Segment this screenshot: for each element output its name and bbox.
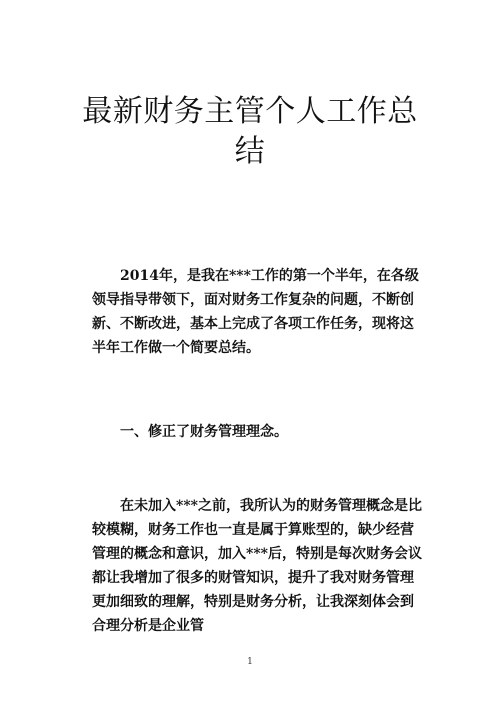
paragraph-section-1: 在未加入***之前，我所认为的财务管理概念是比较模糊，财务工作也一直是属于算账型的，缺少经营管理的概念和意识，加入***后，特别是每次财务会议都让我增加了很多的财管知识，提升了我对财务管理更加细致的理解，特别是财务分析，让我深刻体会到合理分析是企业管 — [92, 498, 422, 634]
paragraph-intro: 2014年，是我在***工作的第一个半年，在各级领导指导带领下，面对财务工作复杂的问题，不断创新、不断改进，基本上完成了各项工作任务，现将这半年工作做一个简要总结。 — [92, 268, 419, 356]
section-heading-1: 一、修正了财务管理理念。 — [120, 424, 288, 440]
page-number: 1 — [247, 657, 253, 667]
document-title: 最新财务主管个人工作总结 — [82, 94, 418, 169]
